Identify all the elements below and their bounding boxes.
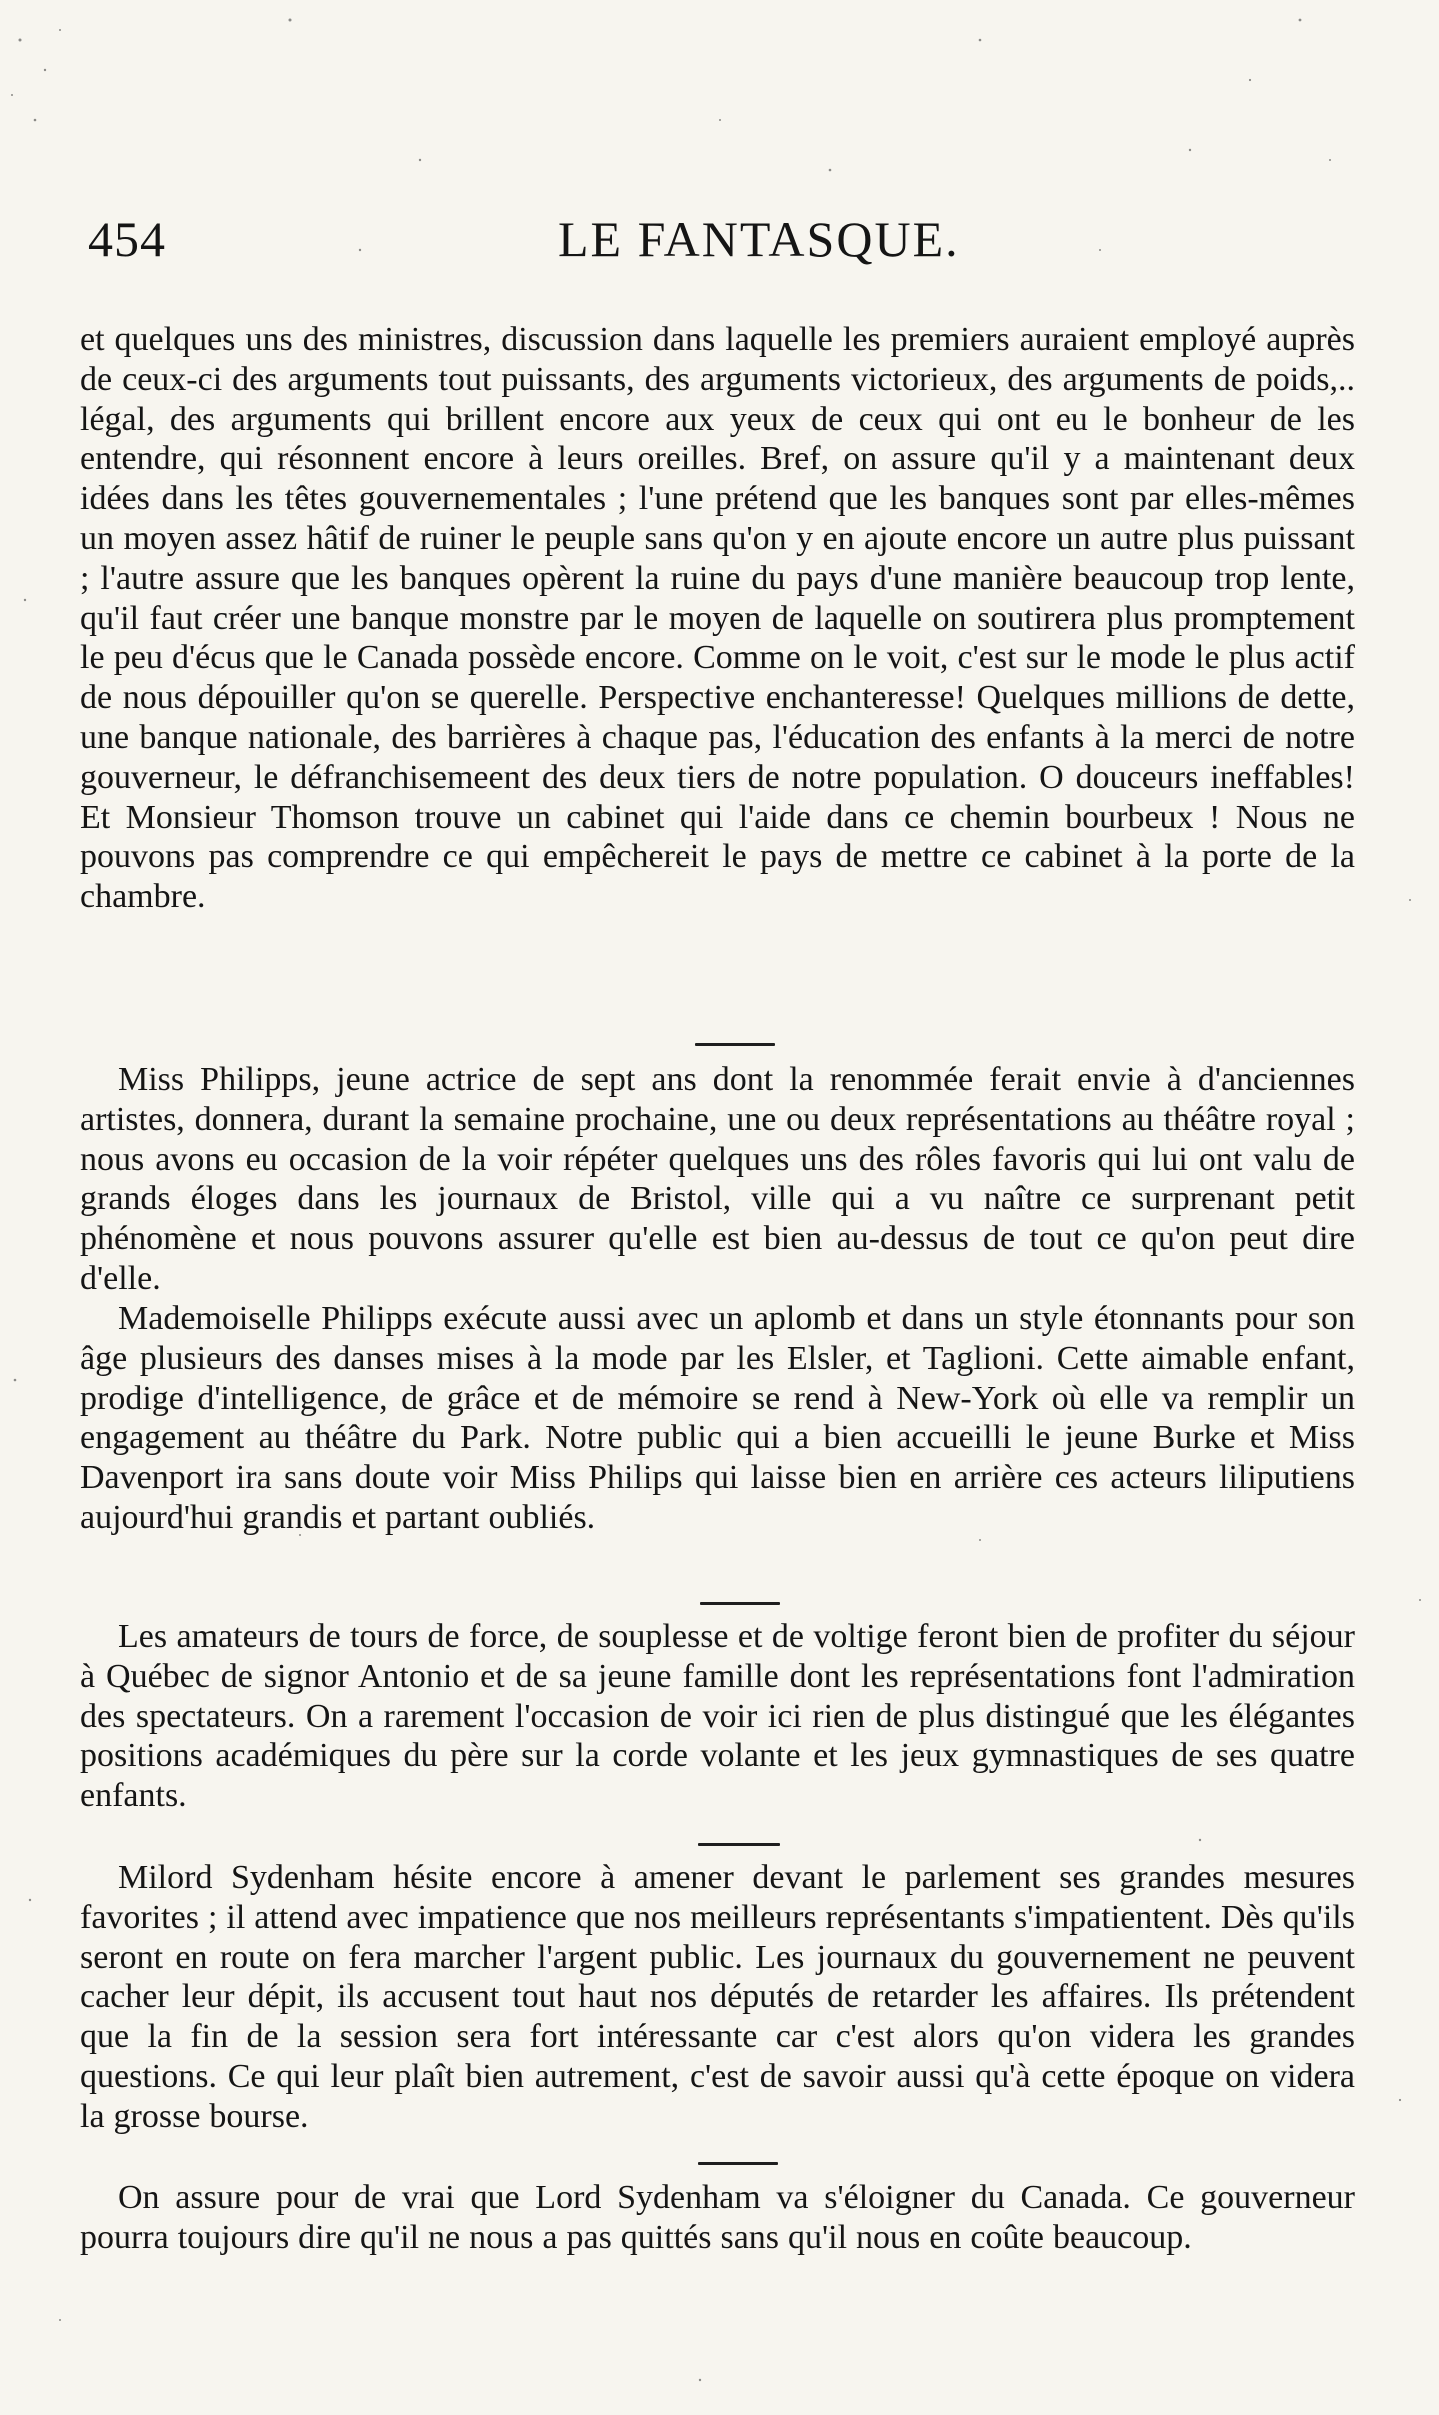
- article-philipps-dances: [80, 1299, 1355, 1538]
- article-text: Mademoiselle Philipps exécute aussi avec un aplomb et dans un style étonnants pour son âge plusieurs des danses mises à la mode par les Elsler, et Taglioni. Cette aimable enfant, prodige d'intelligence, de grâce et de mémoire se rend à New-York où elle va remplir un engagement au théâtre du Park. Notre public qui a bien accueilli le jeune Burke et Miss Davenport ira sans doute voir Miss Philips qui laisse bien en arrière ces acteurs liliputiens aujourd'hui grandis et partant oubliés.: [80, 1300, 1355, 1536]
- section-divider: [700, 1602, 780, 1605]
- section-divider: [698, 2162, 778, 2165]
- article-text: On assure pour de vrai que Lord Sydenham va s'éloigner du Canada. Ce gouverneur pourra toujours dire qu'il ne nous a pas quittés sans qu'il nous en coûte beaucoup.: [80, 2179, 1355, 2256]
- article-miss-philipps: [80, 1060, 1355, 1299]
- section-divider: [695, 1043, 775, 1046]
- article-text: Miss Philipps, jeune actrice de sept ans dont la renommée ferait envie à d'anciennes artistes, donnera, durant la semaine prochaine, une ou deux représentations au théâtre royal ; nous avons eu occasion de la voir répéter quelques uns des rôles favoris qui lui ont valu de grands éloges dans les journaux de Bristol, ville qui a vu naître ce surprenant petit phénomène et nous pouvons assurer qu'elle est bien au-dessus de tout ce qu'on peut dire d'elle.: [80, 1061, 1355, 1297]
- article-antonio: [80, 1617, 1355, 1816]
- page-number: 454: [88, 211, 166, 267]
- article-ministers: [80, 320, 1355, 917]
- article-text: et quelques uns des ministres, discussion dans laquelle les premiers auraient employé auprès de ceux-ci des arguments tout puissants, des arguments victorieux, des arguments de poids,.. légal, des arguments qui brillent encore aux yeux de ceux qui ont eu le bonheur de les entendre, qui résonnent encore à leurs oreilles. Bref, on assure qu'il y a maintenant deux idées dans les têtes gouvernementales ; l'une prétend que les banques sont par elles-mêmes un moyen assez hâtif de ruiner le peuple sans qu'on y en ajoute encore un autre plus puissant ; l'autre assure que les banques opèrent la ruine du pays d'une manière beaucoup trop lente, qu'il faut créer une banque monstre par le moyen de laquelle on soutirera plus promptement le peu d'écus que le Canada possède encore. Comme on le voit, c'est sur le mode le plus actif de nous dépouiller qu'on se querelle. Perspective enchanteresse! Quelques millions de dette, une banque nationale, des barrières à chaque pas, l'éducation des enfants à la merci de notre gouverneur, le défranchisemeent des deux tiers de notre population. O douceurs ineffables! Et Monsieur Thomson trouve un cabinet qui l'aide dans ce chemin bourbeux ! Nous ne pouvons pas comprendre ce qui empêchereit le pays de mettre ce cabinet à la porte de la chambre.: [80, 321, 1355, 916]
- article-text: Les amateurs de tours de force, de souplesse et de voltige feront bien de profiter du séjour à Québec de signor Antonio et de sa jeune famille dont les représentations font l'admiration des spectateurs. On a rarement l'occasion de voir ici rien de plus distingué que les élégantes positions académiques du père sur la corde volante et les jeux gymnastiques de ses quatre enfants.: [80, 1618, 1355, 1815]
- running-title: LE FANTASQUE.: [558, 211, 960, 267]
- page-header: [88, 210, 1088, 280]
- article-sydenham-departure: [80, 2178, 1355, 2258]
- article-text: Milord Sydenham hésite encore à amener devant le parlement ses grandes mesures favorites ; il attend avec impatience que nos meilleurs représentants s'impatientent. Dès qu'ils seront en route on fera marcher l'argent public. Les journaux du gouvernement ne peuvent cacher leur dépit, ils accusent tout haut nos députés de retarder les affaires. Ils prétendent que la fin de la session sera fort intéressante car c'est alors qu'on videra les grandes questions. Ce qui leur plaît bien autrement, c'est de savoir aussi qu'à cette époque on videra la grosse bourse.: [80, 1859, 1355, 2135]
- section-divider: [698, 1843, 780, 1846]
- article-sydenham-measures: [80, 1858, 1355, 2137]
